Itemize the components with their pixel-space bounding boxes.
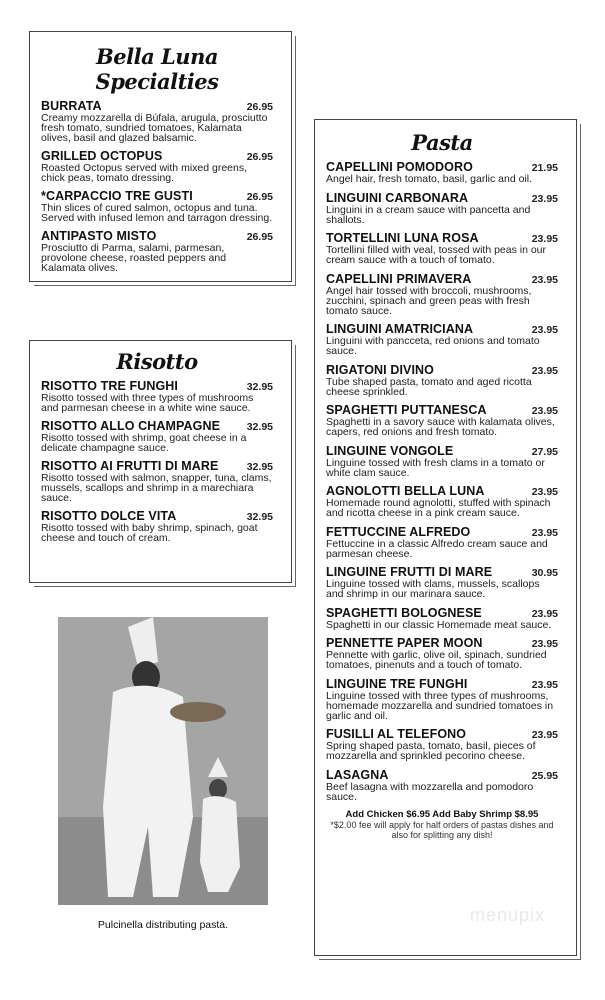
item-price: 32.95 bbox=[246, 511, 273, 523]
item-description: Homemade round agnolotti, stuffed with spinach and ricotta cheese in a pink cream sauce. bbox=[326, 497, 551, 519]
menu-item bbox=[326, 728, 558, 761]
item-name: SPAGHETTI PUTTANESCA bbox=[326, 403, 487, 417]
item-price: 27.95 bbox=[531, 445, 558, 458]
item-name: LINGUINI CARBONARA bbox=[326, 190, 469, 205]
item-description: Angel hair, fresh tomato, basil, garlic and oil. bbox=[326, 173, 533, 185]
item-name: RISOTTO DOLCE VITA bbox=[41, 509, 177, 523]
item-name: LINGUINI AMATRICIANA bbox=[326, 322, 474, 336]
menu-item bbox=[326, 769, 558, 802]
item-name: AGNOLOTTI BELLA LUNA bbox=[326, 484, 485, 498]
item-description: Spring shaped pasta, tomato, basil, pieces of mozzarella and sprinkled pecorino cheese. bbox=[326, 740, 536, 762]
menu-item bbox=[41, 380, 273, 413]
item-price: 26.95 bbox=[246, 151, 273, 163]
menu-item bbox=[326, 678, 558, 721]
item-description: Thin slices of cured salmon, octopus and tuna. Served with infused lemon and tarragon dressing. bbox=[41, 202, 273, 224]
item-name: LINGUINE TRE FUNGHI bbox=[326, 676, 468, 691]
item-price: 23.95 bbox=[531, 607, 558, 620]
menu-item bbox=[41, 420, 273, 453]
item-description: Tube shaped pasta, tomato and aged ricotta cheese sprinkled. bbox=[326, 375, 532, 398]
item-name: RISOTTO TRE FUNGHI bbox=[41, 379, 178, 393]
item-description: Linguini in a cream sauce with pancetta and shallots. bbox=[326, 203, 531, 226]
menu-item bbox=[326, 232, 558, 265]
watermark: menupix bbox=[470, 905, 546, 925]
item-description: Spaghetti in a savory sauce with kalamata olives, capers, red onions and fresh tomato. bbox=[326, 416, 555, 438]
item-name: SPAGHETTI BOLOGNESE bbox=[326, 605, 482, 620]
item-price: 23.95 bbox=[531, 364, 558, 377]
item-name: PENNETTE PAPER MOON bbox=[326, 636, 483, 650]
item-name: LASAGNA bbox=[326, 767, 389, 782]
menu-item bbox=[326, 364, 558, 397]
item-description: Prosciutto di Parma, salami, parmesan, provolone cheese, roasted peppers and Kalamata olives. bbox=[41, 242, 227, 274]
item-price: 23.95 bbox=[531, 405, 558, 417]
item-description: Creamy mozzarella di Búfala, arugula, prosciutto fresh tomato, sundried tomatoes, Kalamata olives, basil and glazed balsamic. bbox=[41, 112, 268, 144]
section-title: Risotto bbox=[116, 349, 198, 374]
item-price: 23.95 bbox=[531, 324, 558, 336]
menu-item bbox=[326, 607, 558, 630]
menu-item bbox=[326, 404, 558, 437]
menu-item bbox=[326, 445, 558, 478]
item-description: Linguine tossed with clams, mussels, scallops and shrimp in our marinara sauce. bbox=[326, 578, 540, 600]
item-description: Spaghetti in our classic Homemade meat sauce. bbox=[326, 618, 552, 631]
menu-item bbox=[326, 485, 558, 518]
menu-item bbox=[41, 230, 273, 273]
pasta-section bbox=[314, 119, 577, 956]
item-price: 23.95 bbox=[531, 233, 558, 245]
item-price: 23.95 bbox=[531, 526, 558, 539]
item-name: BURRATA bbox=[41, 99, 102, 113]
item-description: Linguine tossed with three types of mushrooms, homemade mozzarella and sundried tomatoes in garlic and oil. bbox=[326, 689, 554, 722]
item-name: FUSILLI AL TELEFONO bbox=[326, 727, 467, 741]
item-description: Linguini with pancceta, red onions and tomato sauce. bbox=[326, 335, 540, 357]
item-price: 21.95 bbox=[531, 162, 558, 174]
menu-item bbox=[41, 510, 273, 543]
item-price: 25.95 bbox=[531, 769, 558, 782]
item-price: 23.95 bbox=[531, 638, 558, 650]
fee-note: *$2.00 fee will apply for half orders of pastas dishes and also for splitting any dish! bbox=[330, 820, 554, 840]
item-price: 32.95 bbox=[246, 381, 273, 393]
item-description: Angel hair tossed with broccoli, mushrooms, zucchini, spinach and green peas with fresh tomato sauce. bbox=[326, 284, 532, 317]
item-price: 23.95 bbox=[531, 486, 558, 498]
item-price: 26.95 bbox=[246, 191, 273, 203]
menu-item bbox=[326, 273, 558, 316]
menu-item bbox=[326, 323, 558, 356]
picture-caption: Pulcinella distributing pasta. bbox=[97, 919, 229, 931]
menu-item bbox=[41, 150, 273, 183]
item-name: CAPELLINI POMODORO bbox=[326, 160, 473, 174]
item-price: 26.95 bbox=[246, 101, 273, 113]
item-price: 23.95 bbox=[531, 729, 558, 741]
item-name: CAPELLINI PRIMAVERA bbox=[326, 271, 472, 286]
item-price: 26.95 bbox=[246, 231, 273, 243]
item-name: TORTELLINI LUNA ROSA bbox=[326, 231, 479, 245]
item-name: LINGUINE FRUTTI DI MARE bbox=[326, 565, 493, 579]
item-name: RISOTTO ALLO CHAMPAGNE bbox=[41, 419, 221, 433]
item-description: Risotto tossed with shrimp, goat cheese in a delicate champagne sauce. bbox=[41, 432, 247, 454]
menu-item bbox=[41, 460, 273, 503]
item-name: RIGATONI DIVINO bbox=[326, 362, 434, 377]
item-price: 32.95 bbox=[246, 421, 273, 433]
item-price: 23.95 bbox=[531, 678, 558, 691]
item-description: Linguine tossed with fresh clams in a tomato or white clam sauce. bbox=[326, 456, 545, 479]
menu-item bbox=[326, 161, 558, 184]
add-on-note: Add Chicken $6.95 Add Baby Shrimp $8.95 bbox=[345, 809, 539, 820]
item-description: Risotto tossed with salmon, snapper, tuna, clams, mussels, scallops and shrimp in a marechiara sauce. bbox=[41, 472, 272, 504]
pulcinella-illustration bbox=[58, 617, 268, 905]
menu-item bbox=[326, 637, 558, 670]
menu-item bbox=[326, 192, 558, 225]
item-name: FETTUCCINE ALFREDO bbox=[326, 524, 471, 539]
menu-item bbox=[41, 190, 273, 223]
risotto-section bbox=[29, 340, 292, 583]
item-name: GRILLED OCTOPUS bbox=[41, 149, 163, 163]
section-title: Bella Luna Specialties bbox=[95, 44, 219, 94]
item-price: 23.95 bbox=[531, 273, 558, 286]
item-description: Pennette with garlic, olive oil, spinach, sundried tomatoes, pinenuts and a touch of tomato. bbox=[326, 649, 547, 671]
item-price: 30.95 bbox=[531, 567, 558, 579]
specialties-section bbox=[29, 31, 292, 282]
item-description: Tortellini filled with veal, tossed with peas in our cream sauce with a touch of tomato. bbox=[326, 244, 547, 266]
item-description: Risotto tossed with baby shrimp, spinach, goat cheese and touch of cream. bbox=[41, 522, 258, 544]
item-description: Roasted Octopus served with mixed greens, chick peas, tomato dressing. bbox=[41, 162, 248, 184]
item-description: Fettuccine in a classic Alfredo cream sauce and parmesan cheese. bbox=[326, 537, 548, 560]
item-name: *CARPACCIO TRE GUSTI bbox=[41, 189, 193, 203]
item-name: ANTIPASTO MISTO bbox=[41, 229, 157, 243]
item-description: Beef lasagna with mozzarella and pomodoro sauce. bbox=[326, 780, 534, 803]
menu-item bbox=[326, 526, 558, 559]
item-name: RISOTTO AI FRUTTI DI MARE bbox=[41, 459, 219, 473]
menu-item bbox=[41, 100, 273, 143]
menu-item bbox=[326, 566, 558, 599]
section-title: Pasta bbox=[411, 130, 473, 155]
item-price: 32.95 bbox=[246, 461, 273, 473]
item-name: LINGUINE VONGOLE bbox=[326, 443, 454, 458]
item-price: 23.95 bbox=[531, 192, 558, 205]
item-description: Risotto tossed with three types of mushrooms and parmesan cheese in a white wine sauce. bbox=[41, 392, 254, 414]
